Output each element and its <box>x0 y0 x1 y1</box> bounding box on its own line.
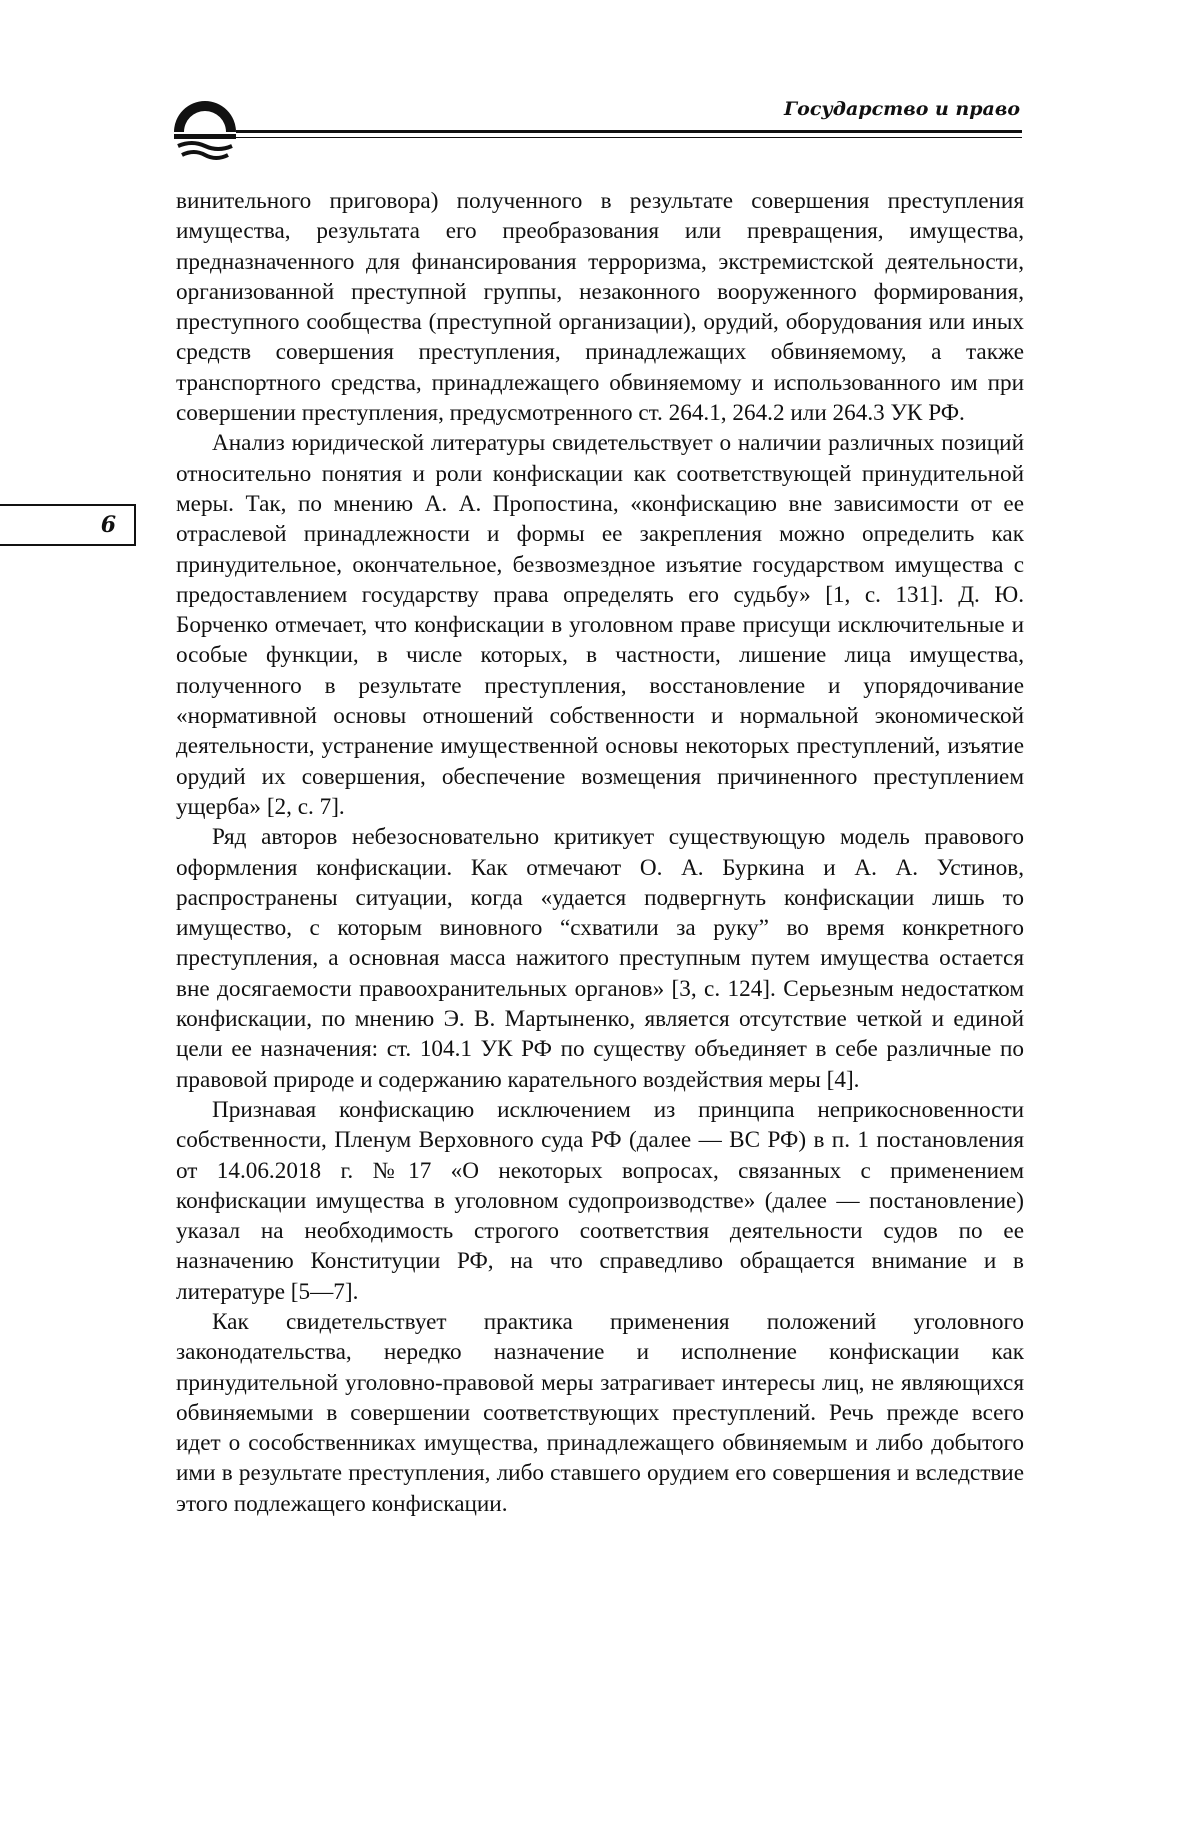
paragraph: винительного приговора) полученного в результате совершения преступления имущества, результата его преобразования или превращения, имущества, предназначенного для финансирования терроризма, экстремистской деятельности, организованной преступной группы, незаконного вооруженного формирования, преступного сообщества (преступной организации), орудий, оборудования или иных средств совершения преступления, принадлежащих обвиняемому, а также транспортного средства, принадлежащего обвиняемому и использованного им при совершении преступления, предусмотренного ст. 264.1, 264.2 или 264.3 УК РФ. <box>176 188 1024 427</box>
paragraph: Ряд авторов небезосновательно критикует существующую модель правового оформления конфискации. Как отмечают О. А. Буркина и А. А. Устинов, распространены ситуации, когда «удается подвергнуть конфискации лишь то имущество, с которым виновного “схватили за руку” во время конкретного преступления, а основная масса нажитого преступным путем имущества остается вне досягаемости правоохранительных органов» [3, с. 124]. Серьезным недостатком конфискации, по мнению Э. В. Мартыненко, является отсутствие четкой и единой цели ее назначения: ст. 104.1 УК РФ по существу объединяет в себе различные по правовой природе и содержанию карательного воздействия меры [4]. <box>176 824 1024 1093</box>
paragraph: Как свидетельствует практика применения положений уголовного законодательства, нередко назначение и исполнение конфискации как принудительной уголовно-правовой меры затрагивает интересы лиц, не являющихся обвиняемыми в совершении соответствующих преступлений. Речь прежде всего идет о сособственниках имущества, принадлежащего обвиняемым и либо добытого ими в результате преступления, либо ставшего орудием его совершения и вследствие этого подлежащего конфискации. <box>176 1308 1024 1517</box>
paragraph: Признавая конфискацию исключением из принципа неприкосновенности собственности, Пленум Верховного суда РФ (далее — ВС РФ) в п. 1 постановления от 14.06.2018 г. №17 «О некоторых вопросах, связанных с применением конфискации имущества в уголовном судопроизводстве» (далее — постановление) указал на необходимость строгого соответствия деятельности судов по ее назначению Конституции РФ, на что справедливо обращается внимание и в литературе [5—7]. <box>176 1096 1024 1305</box>
page-number-tab <box>0 504 136 546</box>
journal-logo-icon <box>170 96 240 166</box>
paragraph: Анализ юридической литературы свидетельствует о наличии различных позиций относительно понятия и роли конфискации как соответствующей принудительной меры. Так, по мнению А. А. Пропостина, «конфискацию вне зависимости от ее отраслевой принадлежности и формы ее закрепления можно определить как принудительное, окончательное, безвозмездное изъятие государством имущества с предоставлением государству права определять его судьбу» [1, с. 131]. Д. Ю. Борченко отмечает, что конфискации в уголовном праве присущи исключительные и особые функции, в числе которых, в частности, лишение лица имущества, полученного в результате преступления, восстановление и упорядочивание «нормативной основы отношений собственности и нормальной экономической деятельности, устранение имущественной основы некоторых преступлений, изъятие орудий их совершения, обеспечение возмещения причиненного преступлением ущерба» [2, с. 7]. <box>176 430 1024 820</box>
header-rule-thin <box>236 137 1022 138</box>
page-number: 6 <box>100 512 116 538</box>
header-rule-thick <box>236 130 1022 133</box>
journal-title: Государство и право <box>784 98 1020 120</box>
article-body <box>176 186 1024 1519</box>
